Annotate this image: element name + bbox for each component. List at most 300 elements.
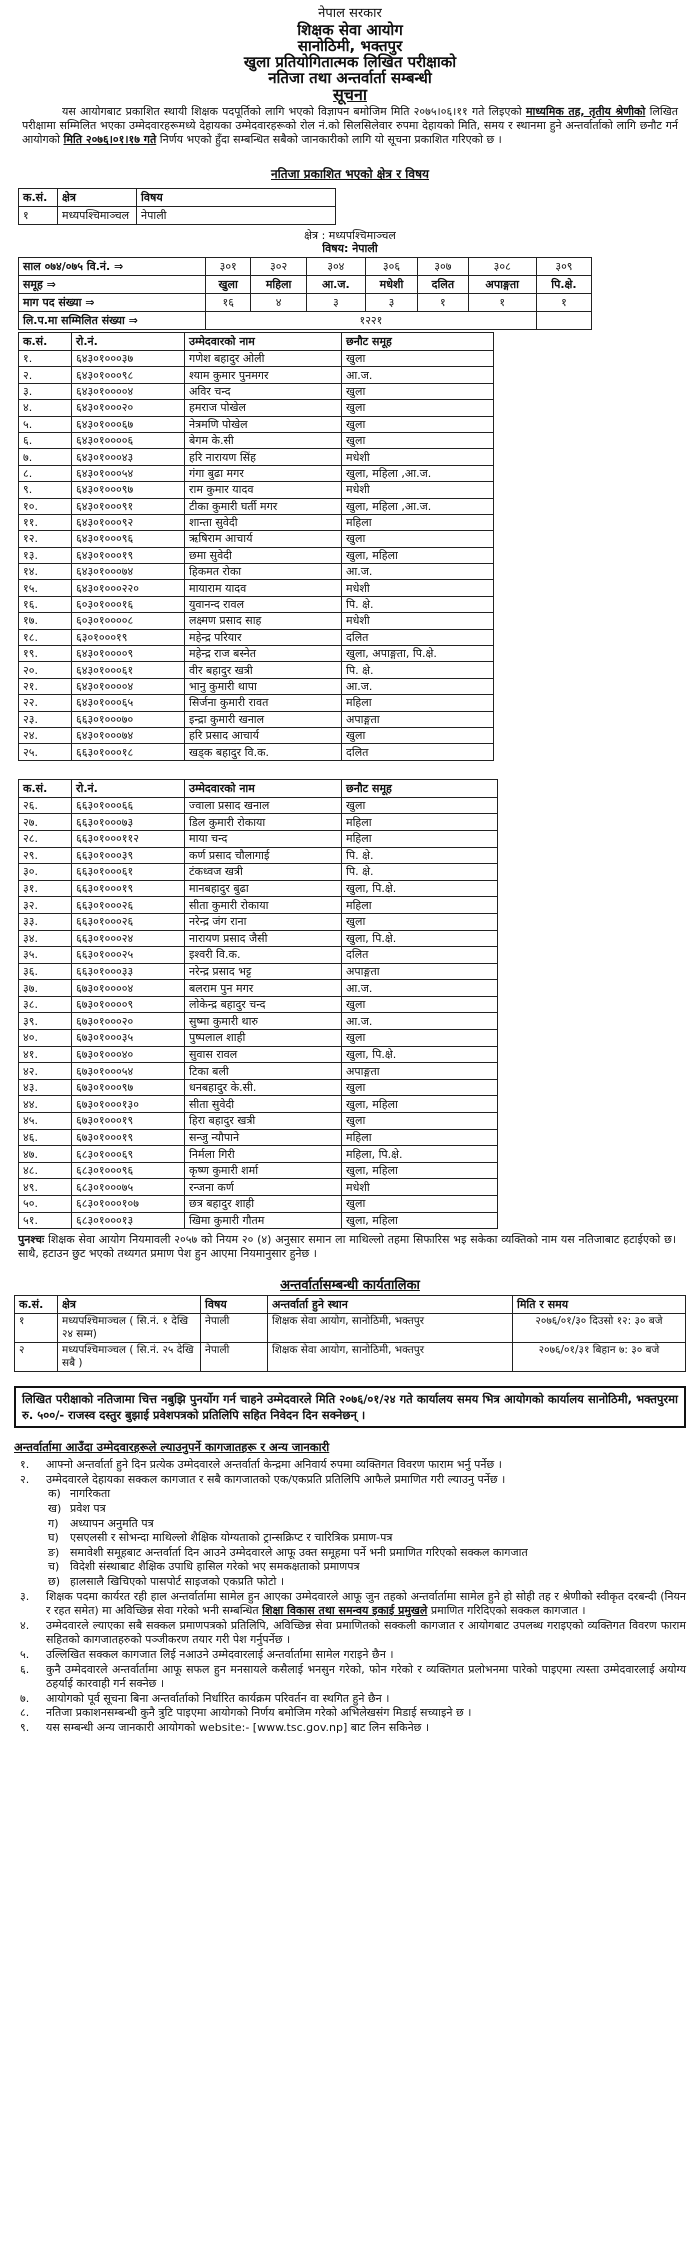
- header-government: नेपाल सरकार: [318, 6, 382, 21]
- cell: १६.: [19, 596, 72, 612]
- cell: हरि प्रसाद आचार्य: [185, 727, 342, 743]
- area-table: [18, 188, 336, 225]
- cell: ६४३०१०००२२०: [72, 580, 185, 596]
- table-header-row: [19, 333, 494, 351]
- list-item-number: ६.: [20, 1662, 30, 1676]
- cell: ३४.: [19, 930, 72, 947]
- list-item-text: यस सम्बन्धी अन्य जानकारी आयोगको website:- [www.tsc.gov.np] बाट लिन सकिनेछ ।: [46, 1720, 430, 1734]
- cell: महिला: [342, 830, 498, 847]
- table-row: [19, 432, 494, 448]
- list-item-text: आफ्नो अन्तर्वार्ता हुने दिन प्रत्येक उम्मेदवारले अन्तर्वार्ता केन्द्रमा अनिवार्य रुपमा व्यक्तिगत विवरण फाराम भर्नु पर्नेछ ।: [46, 1458, 502, 1472]
- cell: ६४३०१००००९: [72, 646, 185, 662]
- header-result-type: नतिजा तथा अन्तर्वार्ता सम्बन्धी: [268, 69, 432, 87]
- table-row: [19, 1162, 498, 1179]
- cell: मध्यपश्चिमाञ्चल ( सि.नं. २५ देखि सबै ): [58, 1343, 201, 1372]
- table-row: [19, 596, 494, 612]
- cell: महिला: [342, 514, 494, 530]
- list-item-text: आयोगको पूर्व सूचना बिना अन्तर्वार्ताको निर्धारित कार्यक्रम परिवर्तन वा स्थगित हुने छैन ।: [46, 1691, 390, 1705]
- table-row: [19, 913, 498, 930]
- list-item-text: शिक्षा विकास तथा समन्वय इकाई प्रमुखले: [262, 1604, 428, 1618]
- table-row: [19, 1013, 498, 1030]
- cell: खुला: [342, 432, 494, 448]
- cell: हिकमत रोका: [185, 564, 342, 580]
- cell: १: [19, 207, 58, 225]
- cell: खुला: [342, 531, 494, 547]
- cell: ६८३०१०००१३: [72, 1212, 185, 1229]
- cell: खुला: [342, 400, 494, 416]
- cell: नेपाली: [201, 1343, 268, 1372]
- cell: खुला, पि.क्षे.: [342, 1046, 498, 1063]
- seat-demand-label: माग पद संख्या ⇒: [19, 294, 206, 312]
- cell: ६७३०१०००१३०: [72, 1096, 185, 1113]
- cell: मानबहादुर बुढा: [185, 880, 342, 897]
- cell: मध्यपश्चिमाञ्चल: [58, 207, 137, 225]
- cell: ६४३०१०००७४: [72, 564, 185, 580]
- cell: ६४३०१०००२०: [72, 400, 185, 416]
- cell: महिला: [342, 1129, 498, 1146]
- cell: खुला, महिला: [342, 1162, 498, 1179]
- header: [14, 6, 686, 103]
- seat-demand: ४: [251, 294, 306, 312]
- table-row: [19, 465, 494, 481]
- cell: ४६.: [19, 1129, 72, 1146]
- cell: महिला, पि.क्षे.: [342, 1146, 498, 1163]
- cell: ५०.: [19, 1196, 72, 1213]
- cell: ५१.: [19, 1212, 72, 1229]
- cell: ६६३०१०००७३: [72, 814, 185, 831]
- table-row: [19, 1046, 498, 1063]
- seat-demand: ३: [306, 294, 365, 312]
- cell: ६४३०१००००४: [72, 678, 185, 694]
- seat-table: [18, 257, 592, 330]
- cell: ४५.: [19, 1113, 72, 1130]
- seat-code: ३०९: [536, 258, 591, 276]
- notice-decision-date: मिति २०७६।०१।१७ गते: [63, 133, 157, 146]
- table-row: [19, 880, 498, 897]
- cell: शान्ता सुवेदी: [185, 514, 342, 530]
- cell: ६६३०१०००६१: [72, 864, 185, 881]
- list-item-text: नतिजा प्रकाशनसम्बन्धी कुनै त्रुटि पाइएमा आयोगको निर्णय बमोजिम गरेको अभिलेखसंग मिडाई सच्याइने छ ।: [46, 1706, 472, 1720]
- table-row: [19, 1079, 498, 1096]
- cell: ५.: [19, 416, 72, 432]
- cell: ४.: [19, 400, 72, 416]
- cell: दलित: [342, 744, 494, 760]
- list-item: [14, 1517, 686, 1532]
- seat-code: ३०१: [206, 258, 251, 276]
- list-item-number: ख): [48, 1501, 62, 1515]
- table-row: [19, 564, 494, 580]
- postscript-text: शिक्षक सेवा आयोग नियमावली २०५७ को नियम २० (४) अनुसार समान ला माथिल्लो तहमा सिफारिस भइ सकेका व्यक्तिको नाम यस नतिजाबाट हटाईएको छ। साथै, हटाउन छुट भएको तथ्यगत प्रमाण पेश हुन आएमा नियमानुसार हुनेछ ।: [18, 1233, 676, 1261]
- cell: सुष्मा कुमारी थारु: [185, 1013, 342, 1030]
- cell: महिला: [342, 814, 498, 831]
- notice-text-3: निर्णय भएको हुँदा सम्बन्धित सबैको जानकारीको लागि यो सूचना प्रकाशित गरिएको छ ।: [159, 133, 502, 146]
- table-row: [19, 814, 498, 831]
- table-row: [19, 416, 494, 432]
- cell: ६४३०१००००६: [72, 432, 185, 448]
- cell: खुला, महिला: [342, 547, 494, 563]
- table-row: [19, 482, 494, 498]
- cell: रन्जना कर्ण: [185, 1179, 342, 1196]
- cell: खुला, महिला: [342, 1212, 498, 1229]
- cell: ६४३०१०००९१: [72, 498, 185, 514]
- cell: ३३.: [19, 913, 72, 930]
- cell: ६८३०१०००९६: [72, 1162, 185, 1179]
- cell: ६७३०१०००४०: [72, 1046, 185, 1063]
- table-row: [15, 1343, 686, 1372]
- table-row: [19, 1196, 498, 1213]
- cell: नेपाली: [201, 1314, 268, 1343]
- list-item: [14, 1663, 686, 1692]
- table-row: [19, 351, 494, 367]
- list-item: [14, 1502, 686, 1517]
- list-item: [14, 1706, 686, 1721]
- cell: ६४३०१०००६५: [72, 695, 185, 711]
- cell: ३८.: [19, 996, 72, 1013]
- list-item: [14, 1619, 686, 1648]
- cell: राम कुमार यादव: [185, 482, 342, 498]
- cell: १०.: [19, 498, 72, 514]
- cell: खुला: [342, 1196, 498, 1213]
- cell: आ.ज.: [342, 564, 494, 580]
- cell: ६६३०१०००१८: [72, 744, 185, 760]
- cell: ३७.: [19, 980, 72, 997]
- cell: खुला: [342, 996, 498, 1013]
- cell: सीता सुवेदी: [185, 1096, 342, 1113]
- cell: २.: [19, 367, 72, 383]
- cell: ६०३०१०००१६: [72, 596, 185, 612]
- area-section-title: नतिजा प्रकाशित भएको क्षेत्र र विषय: [271, 167, 429, 181]
- cell: ६६३०१०००२५: [72, 947, 185, 964]
- seat-group-row: [19, 276, 592, 294]
- cell: ४३.: [19, 1079, 72, 1096]
- cell: खुला: [342, 1030, 498, 1047]
- seat-attended-label: लि.प.मा सम्मिलित संख्या ⇒: [19, 312, 206, 330]
- cell: भानु कुमारी थापा: [185, 678, 342, 694]
- seat-demand: १: [536, 294, 591, 312]
- list-item-number: ९.: [20, 1720, 30, 1734]
- list-item: [14, 1575, 686, 1590]
- cell: धनबहादुर के.सी.: [185, 1079, 342, 1096]
- cell: ६४३०१०००९७: [72, 482, 185, 498]
- cell: महिला: [342, 695, 494, 711]
- cell: ६६३०१०००१९: [72, 880, 185, 897]
- cell: ४२.: [19, 1063, 72, 1080]
- cell: ६७३०१०००२०: [72, 1013, 185, 1030]
- cell: २१.: [19, 678, 72, 694]
- cell: ६४३०१००००४: [72, 383, 185, 399]
- list-item: [14, 1458, 686, 1473]
- cell: ६४३०१०००४३: [72, 449, 185, 465]
- table-row: [19, 797, 498, 814]
- cell: ४७.: [19, 1146, 72, 1163]
- list-item-text: अध्यापन अनुमति पत्र: [70, 1516, 154, 1530]
- cell: मायाराम यादव: [185, 580, 342, 596]
- table-row: [19, 727, 494, 743]
- cell: ६४३०१०००१९: [72, 547, 185, 563]
- cell: ६७३०१००००४: [72, 980, 185, 997]
- seat-code: ३०८: [468, 258, 536, 276]
- column-header: क्षेत्र: [58, 1296, 201, 1314]
- cell: बेगम के.सी: [185, 432, 342, 448]
- cell: आ.ज.: [342, 1013, 498, 1030]
- cell: ६६३०१०००२६: [72, 897, 185, 914]
- list-item-text: शिक्षक पदमा कार्यरत रही हाल अन्तर्वार्तामा सामेल हुन आएका उम्मेदवारले आफू जुन तहको अन्तर्वार्तामा सामेल हुने हो सोही तह र श्रेणीको स्वीकृत दरबन्दी (नियन र रहत समेत) मा अविच्छिन्न सेवा गरेको भनी सम्बन्धित: [46, 1589, 686, 1618]
- cell: ६६३०१०००३९: [72, 847, 185, 864]
- seat-group: खुला: [206, 276, 251, 294]
- seat-group: मधेशी: [365, 276, 417, 294]
- table-row: [19, 662, 494, 678]
- cell: २६.: [19, 797, 72, 814]
- cell: १८.: [19, 629, 72, 645]
- seat-demand-row: [19, 294, 592, 312]
- cell: १९.: [19, 646, 72, 662]
- seat-empty-cell: [536, 312, 591, 330]
- list-item: [14, 1531, 686, 1546]
- seat-demand: १: [418, 294, 468, 312]
- cell: मधेशी: [342, 449, 494, 465]
- cell: अपाङ्गता: [342, 711, 494, 727]
- cell: कर्ण प्रसाद चौलागाई: [185, 847, 342, 864]
- table-row: [19, 367, 494, 383]
- list-item-number: २.: [20, 1472, 30, 1486]
- table-row: [19, 1063, 498, 1080]
- list-item: [14, 1560, 686, 1575]
- table-row: [19, 947, 498, 964]
- cell: अविर चन्द: [185, 383, 342, 399]
- list-item-text: समावेशी समूहबाट अन्तर्वार्ता दिन आउने उम्मेदवारले आफू उक्त समूहमा पर्ने भनी प्रमाणित गरिएको सक्कल कागजात: [70, 1545, 528, 1559]
- list-item-number: १.: [20, 1458, 30, 1472]
- cell: ७.: [19, 449, 72, 465]
- cell: सीता कुमारी रोकाया: [185, 897, 342, 914]
- cell: हमराज पोखेल: [185, 400, 342, 416]
- table-row: [19, 580, 494, 596]
- cell: ४८.: [19, 1162, 72, 1179]
- seat-group: आ.ज.: [306, 276, 365, 294]
- cell: श्याम कुमार पुनमगर: [185, 367, 342, 383]
- cell: ६६३०१०००६६: [72, 797, 185, 814]
- cell: १४.: [19, 564, 72, 580]
- cell: २: [15, 1343, 58, 1372]
- column-header: मिति र समय: [513, 1296, 686, 1314]
- cell: ६६३०१०००३३: [72, 963, 185, 980]
- table-row: [19, 847, 498, 864]
- cell: हरि नारायण सिंह: [185, 449, 342, 465]
- list-item: [14, 1590, 686, 1619]
- cell: ऋषिराम आचार्य: [185, 531, 342, 547]
- cell: शिक्षक सेवा आयोग, सानोठिमी, भक्तपुर: [268, 1343, 513, 1372]
- list-item-text: कुनै उम्मेदवारले अन्तर्वार्तामा आफू सफल हुन मनसायले कसैलाई भनसुन गरेको, फोन गरेको र व्यक्तिगत प्रलोभनमा पारेको पाइएमा त्यस्ता उम्मेदवारलाई अयोग्य ठहर्याई कारवाही गर्न सक्नेछ ।: [46, 1662, 686, 1691]
- cell: खुला, अपाङ्गता, पि.क्षे.: [342, 646, 494, 662]
- result-table-2: [18, 779, 498, 1229]
- cell: ६४३०१०००९२: [72, 514, 185, 530]
- table-row: [19, 980, 498, 997]
- list-item-text: प्रमाणित गरिदिएको सक्कल कागजात ।: [427, 1604, 586, 1618]
- seat-demand: १: [468, 294, 536, 312]
- cell: ६७३०१०००३५: [72, 1030, 185, 1047]
- cell: २९.: [19, 847, 72, 864]
- table-header-row: [19, 189, 336, 207]
- notice-title: सूचना: [332, 85, 367, 104]
- cell: १५.: [19, 580, 72, 596]
- header-exam-type: खुला प्रतियोगितात्मक लिखित परीक्षाको: [243, 53, 457, 71]
- cell: ६०३०१००००८: [72, 613, 185, 629]
- table-row: [19, 383, 494, 399]
- schedule-title: अन्तर्वार्तासम्बन्धी कार्यतालिका: [280, 1278, 420, 1294]
- list-item-text: उम्मेदवारले देहायका सक्कल कागजात र सबै कागजातको एक/एकप्रति प्रतिलिपि आफैले प्रमाणित गरी ल्याउनु पर्नेछ ।: [46, 1472, 506, 1486]
- cell: खुला: [342, 1113, 498, 1130]
- table-row: [19, 864, 498, 881]
- cell: ६७३०१०००५४: [72, 1063, 185, 1080]
- cell: ६४३०१०००९६: [72, 531, 185, 547]
- cell: ६४३०१०००९८: [72, 367, 185, 383]
- cell: २७.: [19, 814, 72, 831]
- list-item: [14, 1487, 686, 1502]
- cell: पुष्पलाल शाही: [185, 1030, 342, 1047]
- cell: सुवास रावल: [185, 1046, 342, 1063]
- cell: दलित: [342, 947, 498, 964]
- cell: निर्मला गिरी: [185, 1146, 342, 1163]
- cell: २८.: [19, 830, 72, 847]
- notice-paragraph: [22, 105, 678, 147]
- documents-title: अन्तर्वार्तामा आउँदा उम्मेदवारहरूले ल्याउनुपर्ने कागजातहरू र अन्य जानकारी: [14, 1440, 330, 1455]
- table-row: [19, 996, 498, 1013]
- cell: ३०.: [19, 864, 72, 881]
- cell: खुला: [342, 1079, 498, 1096]
- table-row: [19, 1030, 498, 1047]
- table-header-row: [19, 779, 498, 797]
- table-row: [19, 678, 494, 694]
- list-item-text: हालसालै खिचिएको पासपोर्ट साइजको एकप्रति फोटो ।: [70, 1574, 285, 1588]
- cell: पि. क्षे.: [342, 662, 494, 678]
- cell: २३.: [19, 711, 72, 727]
- list-item-number: घ): [48, 1531, 59, 1545]
- cell: मधेशी: [342, 482, 494, 498]
- header-commission: शिक्षक सेवा आयोग: [297, 21, 403, 39]
- cell: मध्यपश्चिमाञ्चल ( सि.नं. १ देखि २४ सम्म): [58, 1314, 201, 1343]
- cell: ज्वाला प्रसाद खनाल: [185, 797, 342, 814]
- cell: ६८३०१०००१०७: [72, 1196, 185, 1213]
- cell: ६३०१०००१९: [72, 629, 185, 645]
- cell: १२.: [19, 531, 72, 547]
- cell: ४१.: [19, 1046, 72, 1063]
- column-header: अन्तर्वार्ता हुने स्थान: [268, 1296, 513, 1314]
- cell: टंकध्वज खत्री: [185, 864, 342, 881]
- column-header: क.सं.: [19, 779, 72, 797]
- cell: दलित: [342, 629, 494, 645]
- cell: ६७३०१०००९७: [72, 1079, 185, 1096]
- cell: ६८३०१०००६९: [72, 1146, 185, 1163]
- list-item: [14, 1692, 686, 1707]
- cell: खुला: [342, 383, 494, 399]
- cell: २२.: [19, 695, 72, 711]
- cell: खुला: [342, 416, 494, 432]
- cell: २०७६/०१/३१ बिहान ७: ३० बजे: [513, 1343, 686, 1372]
- cell: गंगा बुढा मगर: [185, 465, 342, 481]
- table-row: [19, 695, 494, 711]
- seat-group: पि.क्षे.: [536, 276, 591, 294]
- cell: ६६३०१०००११२: [72, 830, 185, 847]
- cell: ६४३०१०००७४: [72, 727, 185, 743]
- list-item-number: ङ): [48, 1545, 60, 1559]
- cell: ३६.: [19, 963, 72, 980]
- column-header: विषय: [137, 189, 336, 207]
- list-item-text: एसएलसी र सोभन्दा माथिल्लो शैक्षिक योग्यताको ट्रान्सक्रिप्ट र चारित्रिक प्रमाण-पत्र: [70, 1531, 393, 1545]
- cell: आ.ज.: [342, 678, 494, 694]
- table-row: [19, 1212, 498, 1229]
- table-row: [19, 830, 498, 847]
- table-row: [19, 1179, 498, 1196]
- cell: बलराम पुन मगर: [185, 980, 342, 997]
- cell: ६७३०१००००९: [72, 996, 185, 1013]
- cell: इन्द्रा कुमारी खनाल: [185, 711, 342, 727]
- table-row: [19, 744, 494, 760]
- cell: अपाङ्गता: [342, 963, 498, 980]
- cell: खुला, पि.क्षे.: [342, 880, 498, 897]
- cell: ८.: [19, 465, 72, 481]
- cell: लोकेन्द्र बहादुर चन्द: [185, 996, 342, 1013]
- cell: ६७३०१०००१९: [72, 1129, 185, 1146]
- cell: ४४.: [19, 1096, 72, 1113]
- seat-demand: ३: [365, 294, 417, 312]
- list-item-number: ४.: [20, 1618, 30, 1632]
- cell: ६४३०१०००६७: [72, 416, 185, 432]
- cell: महेन्द्र परियार: [185, 629, 342, 645]
- cell: खुला: [342, 797, 498, 814]
- list-item-text: उम्मेदवारले ल्याएका सबै सक्कल प्रमाणपत्रको प्रतिलिपि, अविच्छिन्न सेवा प्रमाणितको सक्कली कागजात र आयोगबाट उपलब्ध गराइएको व्यक्तिगत विवरण फाराम सहितको कागजातहरुको पञ्जीकरण तयार गरी पेश गर्नुपर्नेछ ।: [46, 1618, 686, 1647]
- cell: ६४३०१०००३७: [72, 351, 185, 367]
- seat-code: ३०६: [365, 258, 417, 276]
- seat-code-row: [19, 258, 592, 276]
- list-item-text: प्रवेश पत्र: [70, 1501, 106, 1515]
- cell: अपाङ्गता: [342, 1063, 498, 1080]
- column-header: रो.नं.: [72, 333, 185, 351]
- list-item-number: ७.: [20, 1691, 30, 1705]
- cell: नारायण प्रसाद जैसी: [185, 930, 342, 947]
- table-row: [19, 531, 494, 547]
- cell: खुला, पि.क्षे.: [342, 930, 498, 947]
- table-row: [19, 930, 498, 947]
- table-row: [19, 646, 494, 662]
- list-item-number: ग): [48, 1516, 59, 1530]
- list-item: [14, 1648, 686, 1663]
- cell: ६४३०१०००६१: [72, 662, 185, 678]
- table-row: [19, 629, 494, 645]
- table-row: [15, 1314, 686, 1343]
- cell: पि. क्षे.: [342, 847, 498, 864]
- cell: शिक्षक सेवा आयोग, सानोठिमी, भक्तपुर: [268, 1314, 513, 1343]
- table-row: [19, 400, 494, 416]
- seat-year-label: साल ०७४/०७५ वि.नं. ⇒: [19, 258, 206, 276]
- seat-attended-row: [19, 312, 592, 330]
- cell: ६.: [19, 432, 72, 448]
- cell: मधेशी: [342, 613, 494, 629]
- cell: इश्वरी वि.क.: [185, 947, 342, 964]
- column-header: छनौट समूह: [342, 333, 494, 351]
- header-location: सानोठिमी, भक्तपुर: [297, 37, 403, 55]
- table-row: [19, 963, 498, 980]
- cell: छत्र बहादुर शाही: [185, 1196, 342, 1213]
- result-table-1: [18, 332, 494, 761]
- cell: पि. क्षे.: [342, 864, 498, 881]
- documents-list: [14, 1458, 686, 1735]
- table-row: [19, 1113, 498, 1130]
- cell: मधेशी: [342, 580, 494, 596]
- notice-text-2: लिखित परीक्षामा सम्मिलित भएका उम्मेदवारहरूमध्ये देहायका उम्मेदवारहरूको रोल नं.को सिलसिलेवार रुपमा देहायको मिति, समय र स्थानमा हुने अन्तर्वार्ताको लागि छनौट गर्न आयोगको: [22, 105, 679, 146]
- table-row: [19, 547, 494, 563]
- cell: टिका बली: [185, 1063, 342, 1080]
- cell: वीर बहादुर खत्री: [185, 662, 342, 678]
- list-item-number: च): [48, 1560, 60, 1574]
